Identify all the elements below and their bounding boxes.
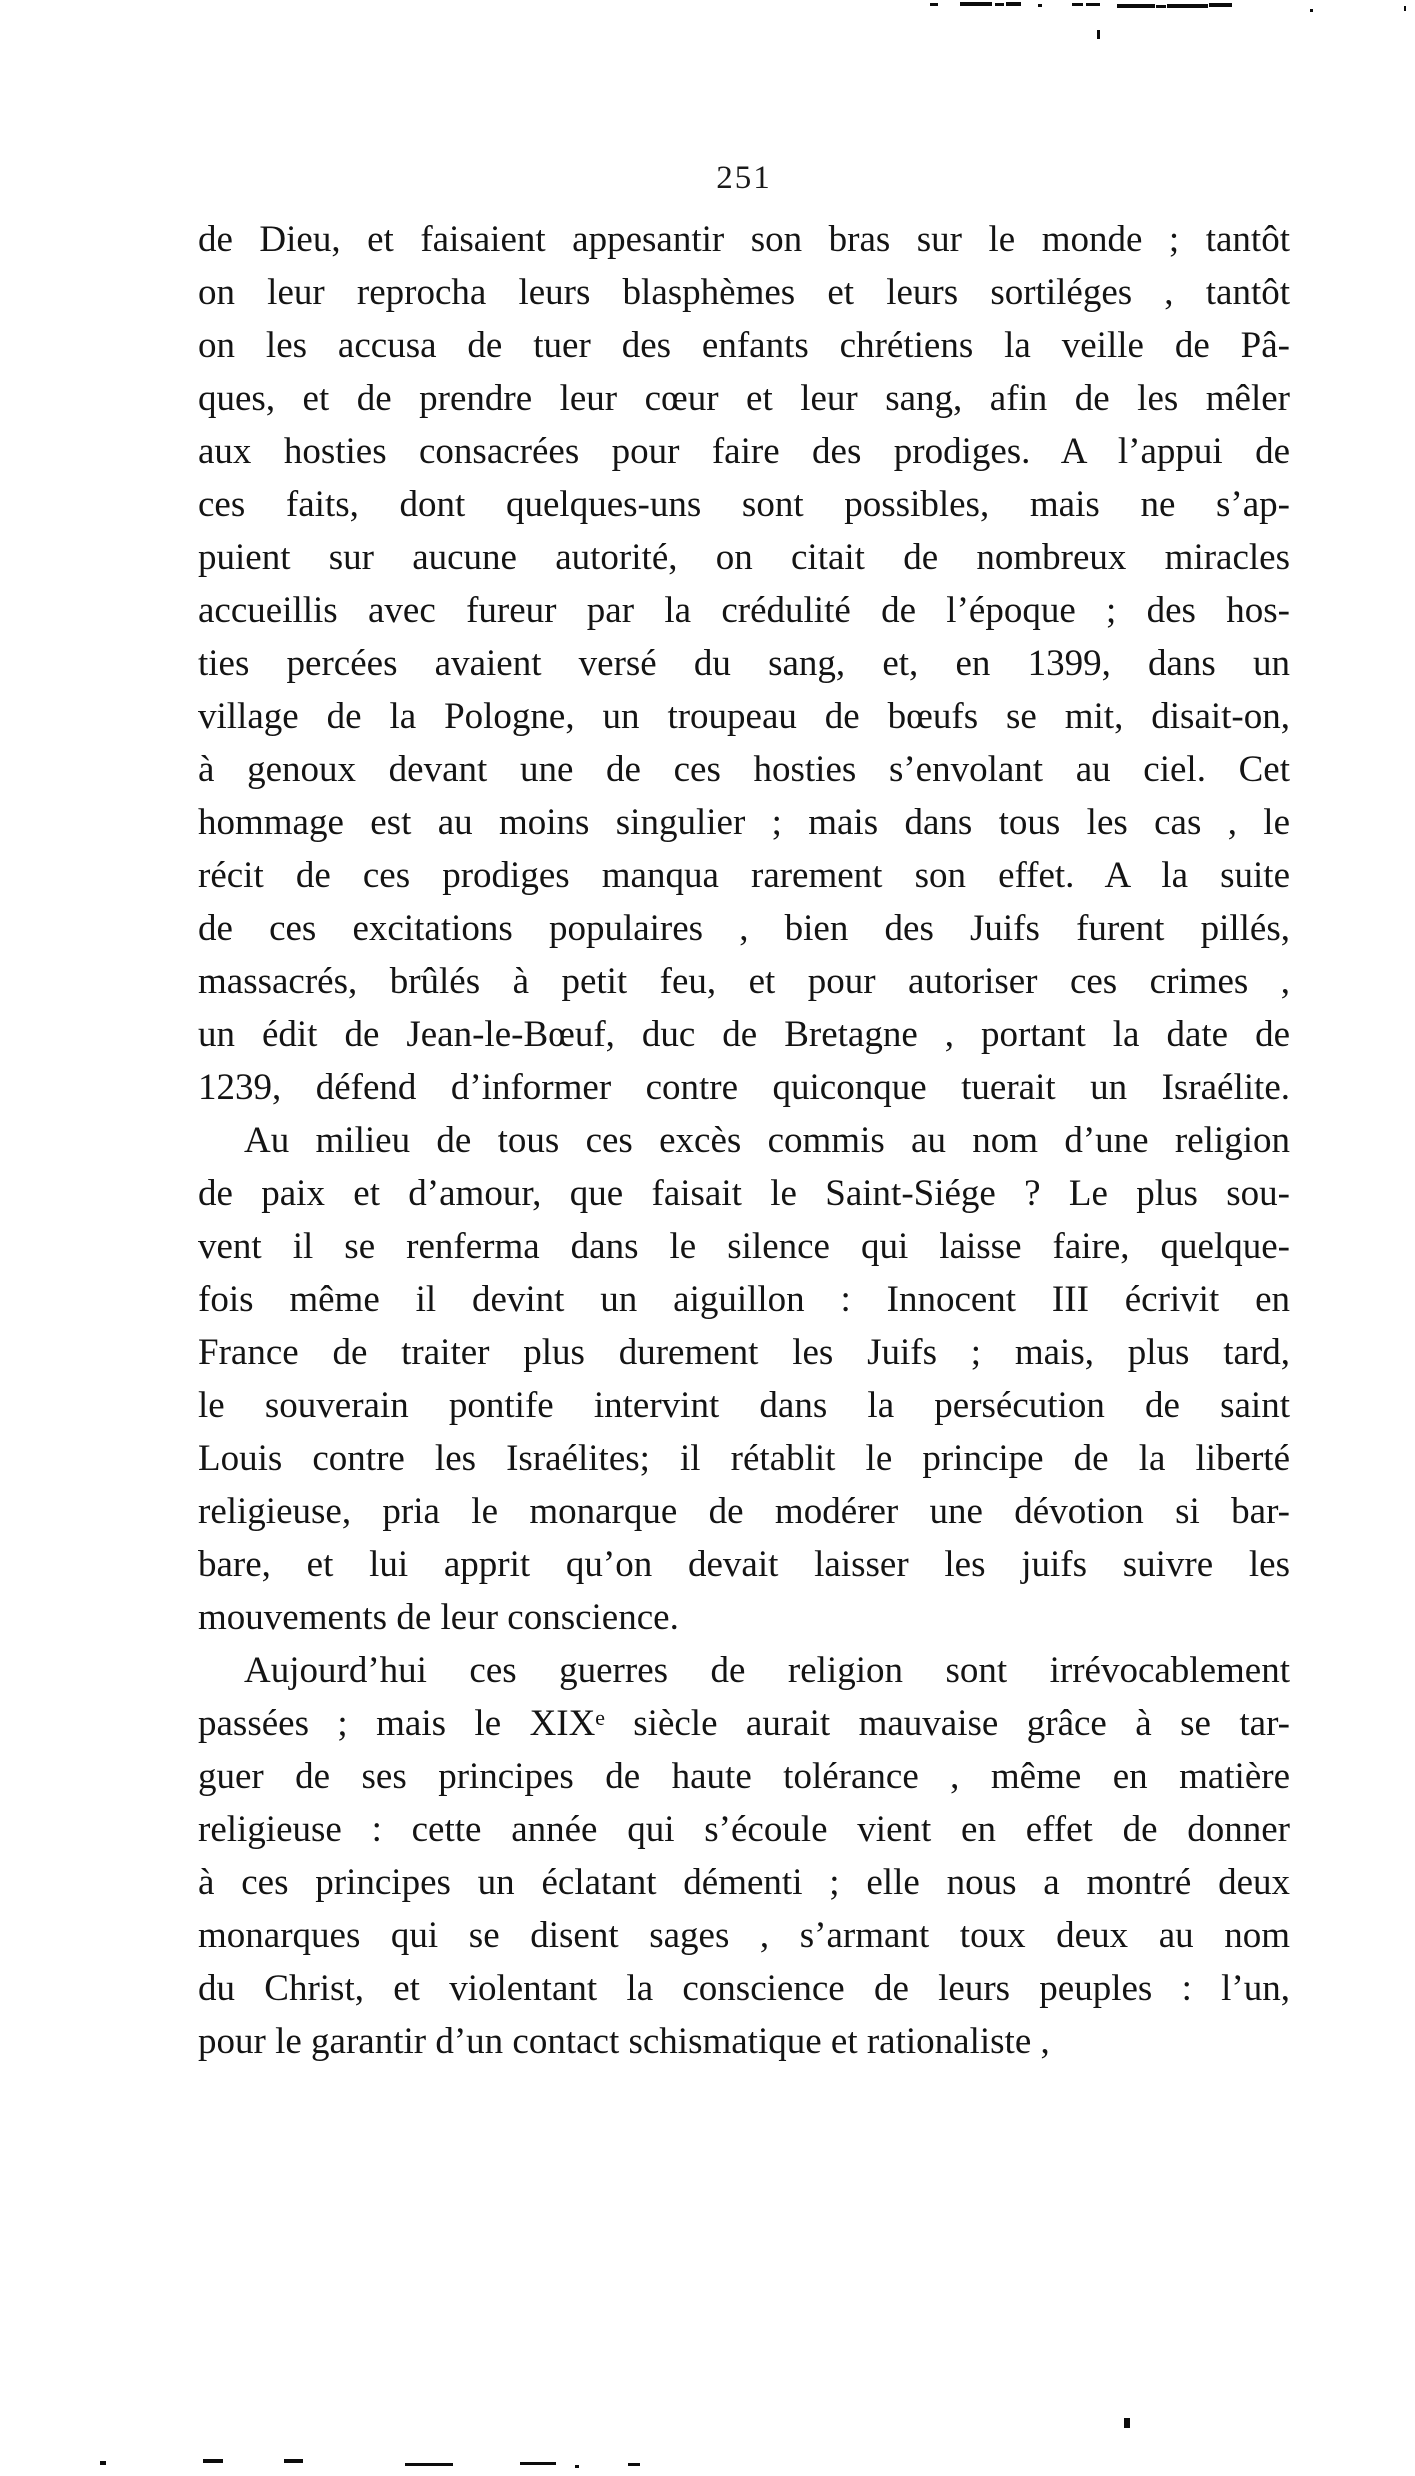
text-line: ques, et de prendre leur cœur et leur sang, afin de les mêler bbox=[198, 378, 1290, 419]
scan-artifact bbox=[1097, 30, 1100, 39]
scan-artifact bbox=[575, 2465, 579, 2468]
text-line: Louis contre les Israélites; il rétablit le principe de la liberté bbox=[198, 1438, 1290, 1479]
text-line: pour le garantir d’un contact schismatique et rationaliste , bbox=[198, 2021, 1050, 2062]
text-line: Aujourd’hui ces guerres de religion sont irrévocablement bbox=[244, 1650, 1290, 1691]
scan-artifact bbox=[1167, 4, 1208, 8]
text-line: 1239, défend d’informer contre quiconque tuerait un Israélite. bbox=[198, 1067, 1290, 1108]
scan-artifact bbox=[960, 2, 992, 6]
text-line: ties percées avaient versé du sang, et, en 1399, dans un bbox=[198, 643, 1290, 684]
text-line: aux hosties consacrées pour faire des prodiges. A l’appui de bbox=[198, 431, 1290, 472]
text-line: bare, et lui apprit qu’on devait laisser les juifs suivre les bbox=[198, 1544, 1290, 1585]
text-line: ces faits, dont quelques-uns sont possibles, mais ne s’ap- bbox=[198, 484, 1290, 525]
scan-artifact bbox=[284, 2459, 303, 2463]
text-line: on leur reprocha leurs blasphèmes et leurs sortiléges , tantôt bbox=[198, 272, 1290, 313]
text-line: le souverain pontife intervint dans la persécution de saint bbox=[198, 1385, 1290, 1426]
scan-artifact bbox=[995, 3, 1004, 6]
text-line: passées ; mais le XIXᵉ siècle aurait mauvaise grâce à se tar- bbox=[198, 1703, 1290, 1744]
scan-artifact bbox=[1209, 3, 1232, 7]
text-line: mouvements de leur conscience. bbox=[198, 1597, 679, 1638]
text-line: puient sur aucune autorité, on citait de nombreux miracles bbox=[198, 537, 1290, 578]
page-number: 251 bbox=[716, 160, 772, 196]
text-line: hommage est au moins singulier ; mais dans tous les cas , le bbox=[198, 802, 1290, 843]
scan-artifact bbox=[1310, 9, 1313, 12]
text-line: fois même il devint un aiguillon : Innocent III écrivit en bbox=[198, 1279, 1290, 1320]
text-line: religieuse : cette année qui s’écoule vient en effet de donner bbox=[198, 1809, 1290, 1850]
scan-artifact bbox=[1086, 3, 1100, 6]
scan-artifact bbox=[520, 2462, 556, 2465]
scan-artifact bbox=[628, 2463, 640, 2466]
scan-artifact bbox=[1006, 2, 1021, 6]
text-line: guer de ses principes de haute tolérance , même en matière bbox=[198, 1756, 1290, 1797]
text-line: monarques qui se disent sages , s’armant toux deux au nom bbox=[198, 1915, 1290, 1956]
scan-artifact bbox=[1124, 2418, 1130, 2428]
text-line: de ces excitations populaires , bien des Juifs furent pillés, bbox=[198, 908, 1290, 949]
text-line: Au milieu de tous ces excès commis au nom d’une religion bbox=[244, 1120, 1290, 1161]
scan-artifact bbox=[1404, 6, 1406, 11]
scan-artifact bbox=[1156, 5, 1166, 8]
text-line: du Christ, et violentant la conscience de leurs peuples : l’un, bbox=[198, 1968, 1290, 2009]
text-line: religieuse, pria le monarque de modérer une dévotion si bar- bbox=[198, 1491, 1290, 1532]
text-line: village de la Pologne, un troupeau de bœufs se mit, disait-on, bbox=[198, 696, 1290, 737]
text-line: accueillis avec fureur par la crédulité de l’époque ; des hos- bbox=[198, 590, 1290, 631]
scan-artifact bbox=[203, 2459, 223, 2463]
text-line: vent il se renferma dans le silence qui laisse faire, quelque- bbox=[198, 1226, 1290, 1267]
scan-artifact bbox=[1038, 4, 1042, 7]
text-line: à genoux devant une de ces hosties s’envolant au ciel. Cet bbox=[198, 749, 1290, 790]
scan-artifact bbox=[405, 2463, 453, 2466]
text-line: un édit de Jean-le-Bœuf, duc de Bretagne , portant la date de bbox=[198, 1014, 1290, 1055]
body-text bbox=[198, 213, 1290, 2068]
text-line: de Dieu, et faisaient appesantir son bras sur le monde ; tantôt bbox=[198, 219, 1290, 260]
scan-artifact bbox=[930, 3, 938, 6]
text-line: France de traiter plus durement les Juifs ; mais, plus tard, bbox=[198, 1332, 1290, 1373]
text-line: on les accusa de tuer des enfants chrétiens la veille de Pâ- bbox=[198, 325, 1290, 366]
text-line: massacrés, brûlés à petit feu, et pour autoriser ces crimes , bbox=[198, 961, 1290, 1002]
text-line: à ces principes un éclatant démenti ; elle nous a montré deux bbox=[198, 1862, 1290, 1903]
text-line: de paix et d’amour, que faisait le Saint-Siége ? Le plus sou- bbox=[198, 1173, 1290, 1214]
scan-artifact bbox=[1072, 3, 1083, 6]
scan-artifact bbox=[1117, 4, 1155, 8]
text-line: récit de ces prodiges manqua rarement son effet. A la suite bbox=[198, 855, 1290, 896]
scan-artifact bbox=[100, 2461, 106, 2465]
